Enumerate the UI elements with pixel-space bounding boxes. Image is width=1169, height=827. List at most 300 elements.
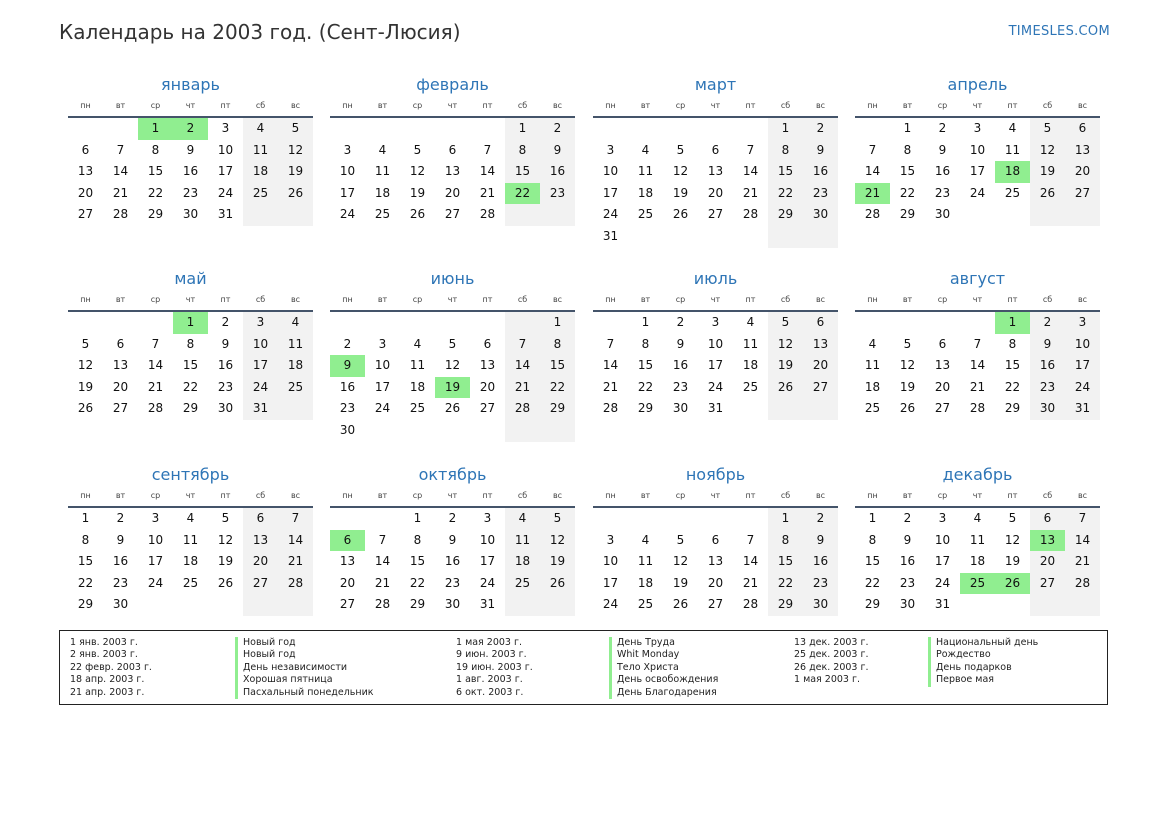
day-cell: 16 — [803, 161, 838, 183]
day-cell: 25 — [864, 401, 881, 416]
day-cell: 7 — [483, 142, 492, 157]
day-cell: 23 — [934, 185, 951, 200]
day-cell: 15 — [540, 355, 575, 377]
day-cell: 28 — [742, 207, 759, 222]
holiday-name: День независимости — [235, 662, 374, 674]
day-cell: 18 — [637, 185, 654, 200]
day-cell: 9 — [803, 140, 838, 162]
day-cell: 6 — [1065, 118, 1100, 140]
holiday-name: Пасхальный понедельник — [235, 687, 374, 699]
day-cell: 4 — [868, 336, 877, 351]
day-cell: 11 — [505, 530, 540, 552]
empty-cell — [278, 398, 313, 420]
day-cell: 11 — [243, 140, 278, 162]
day-cell: 14 — [112, 164, 129, 179]
day-cell: 4 — [505, 508, 540, 530]
holiday-date: 9 июн. 2003 г. — [456, 649, 527, 661]
day-grid — [330, 118, 575, 226]
day-cell: 24 — [707, 379, 724, 394]
day-cell: 14 — [1065, 530, 1100, 552]
day-cell: 23 — [540, 183, 575, 205]
holiday-date: 1 авг. 2003 г. — [456, 674, 523, 686]
weekday-label: пн — [605, 100, 616, 110]
day-cell: 10 — [339, 164, 356, 179]
day-cell: 29 — [768, 204, 803, 226]
day-cell: 22 — [864, 575, 881, 590]
day-cell: 13 — [112, 358, 129, 373]
day-cell: 24 — [243, 377, 278, 399]
day-cell: 9 — [803, 530, 838, 552]
weekday-label: пт — [482, 490, 493, 500]
day-cell: 18 — [995, 161, 1030, 183]
day-cell: 23 — [803, 573, 838, 595]
day-cell: 20 — [707, 185, 724, 200]
weekday-label: вс — [290, 294, 301, 304]
day-cell: 4 — [378, 142, 387, 157]
day-cell: 25 — [1004, 185, 1021, 200]
day-cell: 3 — [973, 121, 982, 135]
day-cell: 29 — [864, 597, 881, 612]
day-cell: 13 — [707, 164, 724, 179]
empty-cell — [138, 594, 173, 616]
month-title: январь — [161, 75, 220, 94]
day-cell: 9 — [330, 355, 365, 377]
day-grid — [330, 312, 575, 442]
day-cell: 31 — [707, 401, 724, 416]
day-cell: 27 — [707, 207, 724, 222]
day-cell: 10 — [1065, 334, 1100, 356]
day-cell: 28 — [602, 401, 619, 416]
day-cell: 28 — [1065, 573, 1100, 595]
day-cell: 19 — [768, 355, 803, 377]
day-cell: 6 — [1030, 508, 1065, 530]
empty-cell — [68, 312, 103, 334]
day-cell: 24 — [147, 575, 164, 590]
empty-cell — [330, 508, 365, 530]
day-cell: 28 — [278, 573, 313, 595]
day-cell: 26 — [1030, 183, 1065, 205]
day-cell: 6 — [116, 336, 125, 351]
day-cell: 26 — [77, 401, 94, 416]
holiday-names-col-1 — [235, 637, 374, 699]
weekday-label: пн — [867, 490, 878, 500]
day-cell: 28 — [969, 401, 986, 416]
day-cell: 24 — [479, 575, 496, 590]
day-cell: 8 — [1008, 336, 1017, 351]
weekday-label: пн — [80, 100, 91, 110]
weekday-label: ср — [412, 294, 423, 304]
day-cell: 6 — [243, 508, 278, 530]
month-block — [593, 74, 838, 248]
day-cell: 3 — [606, 532, 615, 547]
month-block — [68, 74, 313, 226]
weekday-label: вт — [115, 294, 126, 304]
day-cell: 1 — [413, 511, 422, 525]
day-cell: 21 — [505, 377, 540, 399]
day-cell: 27 — [707, 597, 724, 612]
weekday-label: вс — [815, 100, 826, 110]
day-cell: 13 — [1030, 530, 1065, 552]
day-cell: 16 — [672, 358, 689, 373]
day-cell: 8 — [868, 532, 877, 547]
day-cell: 19 — [409, 185, 426, 200]
day-cell: 10 — [374, 358, 391, 373]
day-cell: 11 — [182, 532, 199, 547]
weekday-label: вт — [640, 490, 651, 500]
day-cell: 9 — [221, 336, 230, 351]
day-cell: 27 — [934, 401, 951, 416]
day-cell: 22 — [768, 183, 803, 205]
month-block — [855, 464, 1100, 616]
day-cell: 19 — [540, 551, 575, 573]
day-cell: 26 — [672, 597, 689, 612]
empty-cell — [505, 594, 540, 616]
holiday-name: Национальный день — [928, 637, 1038, 649]
day-grid — [855, 118, 1100, 226]
holiday-date: 13 дек. 2003 г. — [794, 637, 869, 648]
empty-cell — [768, 226, 803, 248]
day-cell: 12 — [540, 530, 575, 552]
day-cell: 5 — [903, 336, 912, 351]
empty-cell — [243, 204, 278, 226]
weekday-label: сб — [1042, 490, 1053, 500]
empty-cell — [663, 226, 698, 248]
day-cell: 3 — [606, 142, 615, 157]
day-cell: 14 — [479, 164, 496, 179]
weekday-label: чт — [710, 100, 721, 110]
weekday-header — [68, 290, 313, 308]
day-cell: 8 — [151, 142, 160, 157]
month-title: апрель — [947, 75, 1008, 94]
empty-cell — [505, 312, 540, 334]
day-cell: 11 — [278, 334, 313, 356]
day-cell: 12 — [899, 358, 916, 373]
holiday-name: Хорошая пятница — [235, 674, 374, 686]
month-title: октябрь — [418, 465, 487, 484]
day-cell: 28 — [505, 398, 540, 420]
day-cell: 13 — [339, 554, 356, 569]
day-cell: 11 — [864, 358, 881, 373]
holiday-name: Первое мая — [928, 674, 1038, 686]
weekday-label: вс — [552, 100, 563, 110]
weekday-label: вс — [552, 490, 563, 500]
day-cell: 22 — [540, 377, 575, 399]
empty-cell — [470, 312, 505, 334]
weekday-label: вт — [377, 490, 388, 500]
day-cell: 11 — [1004, 142, 1021, 157]
day-cell: 18 — [969, 554, 986, 569]
weekday-label: вт — [115, 490, 126, 500]
holiday-dates-col-3 — [794, 637, 869, 687]
weekday-header — [330, 96, 575, 114]
day-cell: 19 — [217, 554, 234, 569]
day-cell: 16 — [112, 554, 129, 569]
weekday-label: сб — [780, 100, 791, 110]
holiday-date: 1 мая 2003 г. — [794, 674, 860, 686]
day-cell: 27 — [1030, 573, 1065, 595]
day-cell: 20 — [707, 575, 724, 590]
day-cell: 19 — [278, 161, 313, 183]
day-cell: 11 — [742, 336, 759, 351]
day-cell: 15 — [77, 554, 94, 569]
holiday-name: День Благодарения — [609, 687, 718, 699]
holiday-date: 18 апр. 2003 г. — [70, 674, 145, 686]
day-cell: 7 — [151, 336, 160, 351]
day-cell: 21 — [742, 575, 759, 590]
empty-cell — [540, 594, 575, 616]
day-cell: 7 — [116, 142, 125, 157]
weekday-label: ср — [412, 490, 423, 500]
day-grid — [593, 508, 838, 616]
weekday-label: вс — [815, 490, 826, 500]
day-cell: 14 — [864, 164, 881, 179]
weekday-label: чт — [972, 490, 983, 500]
day-cell: 7 — [505, 334, 540, 356]
day-cell: 23 — [339, 401, 356, 416]
day-cell: 16 — [217, 358, 234, 373]
day-grid — [593, 312, 838, 420]
day-cell: 17 — [969, 164, 986, 179]
day-cell: 19 — [1030, 161, 1065, 183]
weekday-label: чт — [972, 294, 983, 304]
day-cell: 29 — [637, 401, 654, 416]
day-cell: 31 — [243, 398, 278, 420]
day-cell: 20 — [803, 355, 838, 377]
day-cell: 2 — [1030, 312, 1065, 334]
weekday-label: вс — [1077, 294, 1088, 304]
day-cell: 10 — [934, 532, 951, 547]
empty-cell — [243, 594, 278, 616]
day-cell: 3 — [243, 312, 278, 334]
empty-cell — [365, 118, 400, 140]
day-cell: 6 — [938, 336, 947, 351]
day-cell: 2 — [448, 511, 457, 525]
day-cell: 26 — [540, 573, 575, 595]
day-cell: 17 — [602, 185, 619, 200]
day-cell: 27 — [1065, 183, 1100, 205]
weekday-label: вт — [115, 100, 126, 110]
day-cell: 23 — [182, 185, 199, 200]
empty-cell — [365, 312, 400, 334]
day-cell: 20 — [339, 575, 356, 590]
empty-cell — [1065, 204, 1100, 226]
day-cell: 2 — [221, 315, 230, 329]
day-cell: 10 — [147, 532, 164, 547]
day-cell: 29 — [77, 597, 94, 612]
day-cell: 22 — [409, 575, 426, 590]
empty-cell — [1065, 594, 1100, 616]
empty-cell — [803, 226, 838, 248]
weekday-header — [593, 486, 838, 504]
day-cell: 21 — [278, 551, 313, 573]
day-cell: 3 — [221, 121, 230, 135]
empty-cell — [505, 420, 540, 442]
weekday-label: пн — [80, 294, 91, 304]
day-cell: 24 — [969, 185, 986, 200]
day-cell: 24 — [374, 401, 391, 416]
day-cell: 9 — [540, 140, 575, 162]
day-cell: 13 — [243, 530, 278, 552]
empty-cell — [733, 226, 768, 248]
day-cell: 25 — [505, 573, 540, 595]
day-cell: 30 — [1030, 398, 1065, 420]
day-cell: 8 — [413, 532, 422, 547]
empty-cell — [628, 226, 663, 248]
day-cell: 8 — [81, 532, 90, 547]
day-cell: 2 — [676, 315, 685, 329]
weekday-label: сб — [255, 490, 266, 500]
day-cell: 20 — [77, 185, 94, 200]
month-block — [330, 268, 575, 442]
day-cell: 1 — [540, 312, 575, 334]
day-cell: 1 — [641, 315, 650, 329]
month-block — [330, 74, 575, 226]
holiday-name: Тело Христа — [609, 662, 718, 674]
day-cell: 26 — [444, 401, 461, 416]
empty-cell — [593, 118, 628, 140]
weekday-header — [68, 486, 313, 504]
day-cell: 23 — [672, 379, 689, 394]
day-cell: 2 — [116, 511, 125, 525]
empty-cell — [925, 312, 960, 334]
day-cell: 25 — [742, 379, 759, 394]
day-cell: 26 — [672, 207, 689, 222]
day-cell: 16 — [803, 551, 838, 573]
day-cell: 6 — [711, 142, 720, 157]
empty-cell — [470, 420, 505, 442]
day-cell: 1 — [138, 118, 173, 140]
weekday-label: сб — [1042, 294, 1053, 304]
day-cell: 20 — [112, 379, 129, 394]
day-cell: 25 — [960, 573, 995, 595]
day-cell: 14 — [278, 530, 313, 552]
weekday-label: ср — [150, 490, 161, 500]
day-cell: 27 — [479, 401, 496, 416]
weekday-label: пт — [1007, 294, 1018, 304]
day-cell: 17 — [217, 164, 234, 179]
page-title: Календарь на 2003 год. (Сент-Люсия) — [59, 20, 461, 44]
day-cell: 8 — [641, 336, 650, 351]
empty-cell — [470, 118, 505, 140]
day-cell: 13 — [803, 334, 838, 356]
empty-cell — [208, 594, 243, 616]
weekday-label: сб — [1042, 100, 1053, 110]
day-cell: 30 — [444, 597, 461, 612]
day-cell: 22 — [147, 185, 164, 200]
day-cell: 31 — [479, 597, 496, 612]
day-grid — [593, 118, 838, 248]
day-cell: 2 — [343, 336, 352, 351]
day-cell: 14 — [374, 554, 391, 569]
day-cell: 1 — [505, 118, 540, 140]
day-cell: 20 — [1065, 161, 1100, 183]
day-cell: 22 — [182, 379, 199, 394]
day-cell: 17 — [339, 185, 356, 200]
day-cell: 23 — [899, 575, 916, 590]
day-cell: 20 — [243, 551, 278, 573]
holiday-date: 19 июн. 2003 г. — [456, 661, 533, 673]
day-cell: 3 — [483, 511, 492, 525]
weekday-label: ср — [150, 294, 161, 304]
day-cell: 19 — [435, 377, 470, 399]
day-cell: 1 — [768, 118, 803, 140]
empty-cell — [733, 508, 768, 530]
site-link[interactable]: TIMESLES.COM — [1008, 24, 1110, 39]
day-cell: 27 — [444, 207, 461, 222]
weekday-label: вт — [902, 294, 913, 304]
empty-cell — [628, 508, 663, 530]
empty-cell — [103, 312, 138, 334]
day-cell: 12 — [278, 140, 313, 162]
day-cell: 27 — [803, 377, 838, 399]
empty-cell — [855, 118, 890, 140]
day-cell: 2 — [938, 121, 947, 135]
day-cell: 17 — [1065, 355, 1100, 377]
day-cell: 31 — [602, 228, 619, 243]
weekday-label: чт — [185, 294, 196, 304]
day-cell: 15 — [1004, 358, 1021, 373]
empty-cell — [995, 204, 1030, 226]
month-title: сентябрь — [151, 465, 230, 484]
day-cell: 14 — [602, 358, 619, 373]
day-cell: 23 — [112, 575, 129, 590]
empty-cell — [1030, 594, 1065, 616]
day-cell: 13 — [1065, 140, 1100, 162]
month-title: май — [174, 269, 207, 288]
holiday-dates-col-1 — [70, 637, 152, 699]
day-cell: 27 — [339, 597, 356, 612]
day-cell: 1 — [768, 508, 803, 530]
weekday-label: чт — [710, 294, 721, 304]
day-cell: 13 — [479, 358, 496, 373]
weekday-label: пн — [342, 294, 353, 304]
day-grid — [855, 312, 1100, 420]
day-cell: 15 — [147, 164, 164, 179]
day-cell: 12 — [1004, 532, 1021, 547]
weekday-label: сб — [780, 490, 791, 500]
day-cell: 31 — [934, 597, 951, 612]
holiday-name: День подарков — [928, 662, 1038, 674]
day-cell: 7 — [746, 532, 755, 547]
day-cell: 10 — [243, 334, 278, 356]
day-cell: 21 — [479, 185, 496, 200]
holiday-name: Новый год — [235, 649, 374, 661]
day-cell: 12 — [672, 164, 689, 179]
day-cell: 4 — [973, 511, 982, 525]
day-cell: 9 — [116, 532, 125, 547]
weekday-label: вт — [377, 294, 388, 304]
day-cell: 14 — [505, 355, 540, 377]
day-cell: 4 — [413, 336, 422, 351]
weekday-label: вт — [902, 490, 913, 500]
day-cell: 7 — [746, 142, 755, 157]
empty-cell — [278, 204, 313, 226]
empty-cell — [173, 594, 208, 616]
day-cell: 4 — [641, 532, 650, 547]
month-title: ноябрь — [685, 465, 746, 484]
day-cell: 20 — [479, 379, 496, 394]
weekday-label: пн — [867, 100, 878, 110]
day-cell: 30 — [339, 422, 356, 437]
day-cell: 7 — [868, 142, 877, 157]
weekday-label: пт — [482, 294, 493, 304]
month-title: июль — [693, 269, 738, 288]
day-cell: 10 — [602, 164, 619, 179]
day-cell: 28 — [742, 597, 759, 612]
day-cell: 21 — [969, 379, 986, 394]
empty-cell — [365, 420, 400, 442]
day-cell: 18 — [505, 551, 540, 573]
